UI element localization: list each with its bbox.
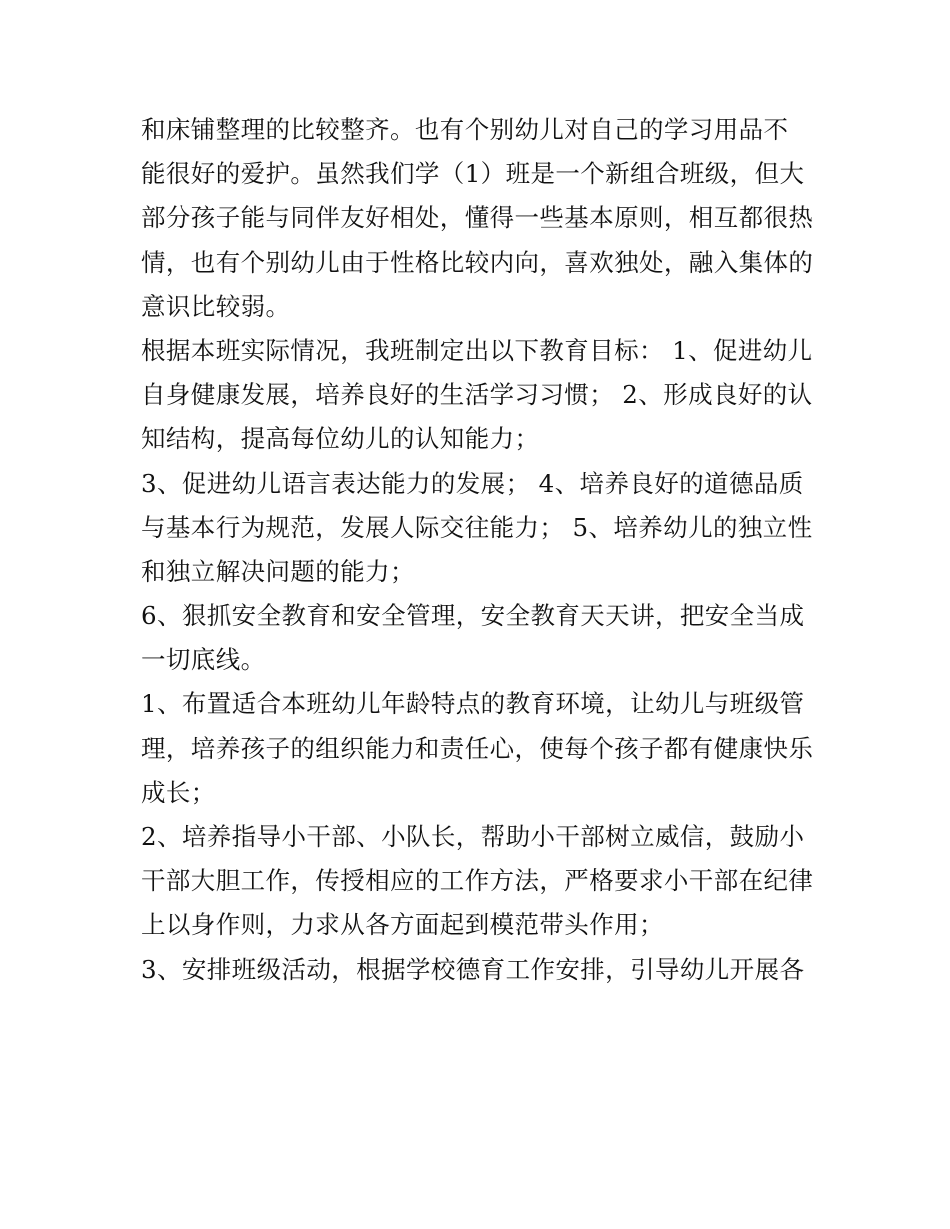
text-line-7: 自身健康发展，培养良好的生活学习习惯； 2、形成良好的认	[141, 380, 813, 410]
text-line-9: 3、促进幼儿语言表达能力的发展； 4、培养良好的道德品质	[141, 468, 804, 498]
text-line-18: 干部大胆工作，传授相应的工作方法，严格要求小干部在纪律	[141, 866, 814, 896]
text-line-3: 部分孩子能与同伴友好相处，懂得一些基本原则，相互都很热	[141, 203, 814, 233]
text-line-2: 能很好的爱护。虽然我们学（1）班是一个新组合班级，但大	[141, 159, 805, 189]
text-line-20: 3、安排班级活动，根据学校德育工作安排，引导幼儿开展各	[141, 954, 805, 984]
text-line-19: 上以身作则，力求从各方面起到模范带头作用；	[141, 910, 664, 940]
text-line-12: 6、狠抓安全教育和安全管理，安全教育天天讲，把安全当成	[141, 601, 805, 631]
text-line-11: 和独立解决问题的能力；	[141, 556, 415, 586]
text-line-17: 2、培养指导小干部、小队长，帮助小干部树立威信，鼓励小	[141, 822, 805, 851]
text-line-5: 意识比较弱。	[141, 291, 291, 321]
text-line-16: 成长；	[141, 777, 216, 807]
text-line-14: 1、布置适合本班幼儿年龄特点的教育环境，让幼儿与班级管	[141, 689, 805, 719]
text-line-8: 知结构，提高每位幼儿的认知能力；	[141, 424, 540, 454]
text-line-13: 一切底线。	[141, 645, 266, 675]
document-body	[141, 108, 821, 992]
text-line-1: 和床铺整理的比较整齐。也有个别幼儿对自己的学习用品不	[141, 115, 789, 144]
text-line-6: 根据本班实际情况，我班制定出以下教育目标： 1、促进幼儿	[141, 335, 813, 365]
text-line-15: 理，培养孩子的组织能力和责任心，使每个孩子都有健康快乐	[141, 733, 814, 763]
text-line-4: 情，也有个别幼儿由于性格比较内向，喜欢独处，融入集体的	[141, 247, 814, 277]
text-line-10: 与基本行为规范，发展人际交往能力； 5、培养幼儿的独立性	[141, 512, 813, 542]
